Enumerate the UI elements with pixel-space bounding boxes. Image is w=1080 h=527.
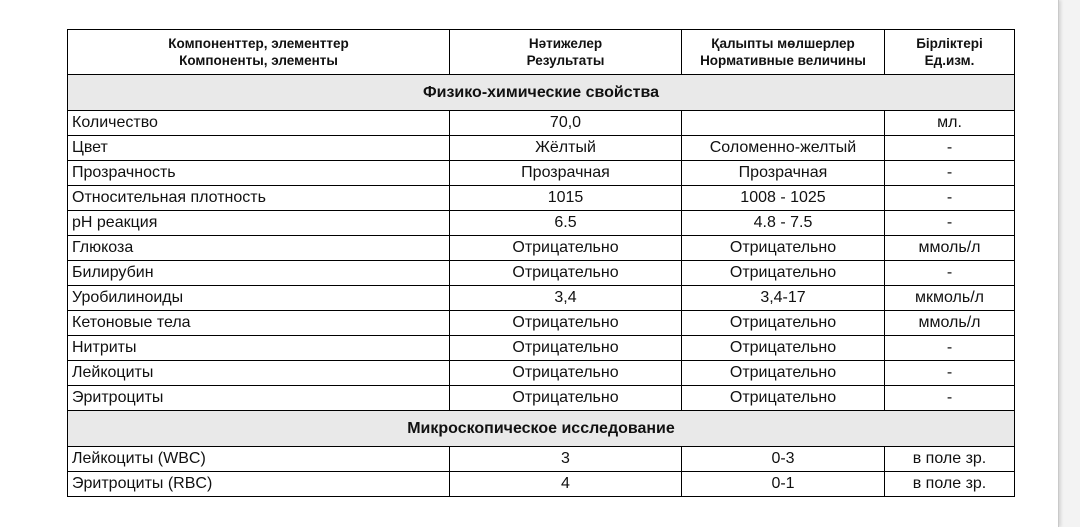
cell-component: Цвет: [68, 136, 450, 161]
header-unit: [885, 30, 1015, 75]
header-norm-ru: Нормативные величины: [700, 53, 866, 68]
cell-norm: 3,4-17: [682, 286, 885, 311]
cell-unit: -: [885, 261, 1015, 286]
cell-norm: Отрицательно: [682, 236, 885, 261]
cell-result: Отрицательно: [450, 336, 682, 361]
table-row: [68, 286, 1015, 311]
header-result: [450, 30, 682, 75]
cell-component: Прозрачность: [68, 161, 450, 186]
table-row: [68, 236, 1015, 261]
table-row: [68, 447, 1015, 472]
cell-component: Кетоновые тела: [68, 311, 450, 336]
cell-norm: Отрицательно: [682, 261, 885, 286]
section-title: Физико-химические свойства: [68, 75, 1015, 111]
header-norm: [682, 30, 885, 75]
cell-component: Уробилиноиды: [68, 286, 450, 311]
table-row: [68, 211, 1015, 236]
cell-unit: ммоль/л: [885, 236, 1015, 261]
cell-component: Лейкоциты (WBC): [68, 447, 450, 472]
header-norm-kz: Қалыпты мөлшерлер: [711, 35, 855, 51]
cell-unit: ммоль/л: [885, 311, 1015, 336]
cell-unit: мл.: [885, 111, 1015, 136]
cell-unit: -: [885, 336, 1015, 361]
cell-result: Отрицательно: [450, 311, 682, 336]
cell-norm: Отрицательно: [682, 361, 885, 386]
cell-result: 3: [450, 447, 682, 472]
cell-result: 6.5: [450, 211, 682, 236]
cell-norm: Прозрачная: [682, 161, 885, 186]
cell-result: Отрицательно: [450, 261, 682, 286]
cell-component: Билирубин: [68, 261, 450, 286]
header-component-ru: Компоненты, элементы: [179, 53, 338, 68]
cell-result: Отрицательно: [450, 236, 682, 261]
cell-component: Лейкоциты: [68, 361, 450, 386]
table-row: [68, 261, 1015, 286]
cell-component: Эритроциты (RBC): [68, 472, 450, 497]
cell-unit: -: [885, 386, 1015, 411]
section-header-row: [68, 75, 1015, 111]
cell-unit: -: [885, 161, 1015, 186]
lab-results-table: [67, 29, 1015, 497]
cell-component: Количество: [68, 111, 450, 136]
cell-result: Отрицательно: [450, 361, 682, 386]
cell-norm: 0-1: [682, 472, 885, 497]
table-row: [68, 161, 1015, 186]
cell-result: 4: [450, 472, 682, 497]
table-row: [68, 472, 1015, 497]
cell-result: 70,0: [450, 111, 682, 136]
header-result-ru: Результаты: [526, 53, 605, 68]
header-result-kz: Нәтижелер: [528, 35, 603, 51]
table-row: [68, 136, 1015, 161]
cell-unit: -: [885, 186, 1015, 211]
cell-result: Жёлтый: [450, 136, 682, 161]
header-component: [68, 30, 450, 75]
cell-component: Глюкоза: [68, 236, 450, 261]
cell-unit: в поле зр.: [885, 472, 1015, 497]
cell-unit: -: [885, 361, 1015, 386]
table-row: [68, 111, 1015, 136]
table-row: [68, 386, 1015, 411]
cell-result: 3,4: [450, 286, 682, 311]
cell-component: Нитриты: [68, 336, 450, 361]
section-header-row: [68, 411, 1015, 447]
cell-result: Отрицательно: [450, 386, 682, 411]
cell-unit: в поле зр.: [885, 447, 1015, 472]
header-component-kz: Компоненттер, элементтер: [168, 35, 349, 51]
cell-norm: Отрицательно: [682, 311, 885, 336]
header-unit-ru: Ед.изм.: [924, 53, 975, 68]
cell-norm: Соломенно-желтый: [682, 136, 885, 161]
cell-component: Эритроциты: [68, 386, 450, 411]
cell-norm: 0-3: [682, 447, 885, 472]
cell-unit: -: [885, 211, 1015, 236]
cell-component: pH реакция: [68, 211, 450, 236]
cell-norm: 4.8 - 7.5: [682, 211, 885, 236]
section-title: Микроскопическое исследование: [68, 411, 1015, 447]
cell-norm: 1008 - 1025: [682, 186, 885, 211]
cell-unit: -: [885, 136, 1015, 161]
cell-norm: Отрицательно: [682, 336, 885, 361]
cell-unit: мкмоль/л: [885, 286, 1015, 311]
table-header-row: [68, 30, 1015, 75]
table-row: [68, 311, 1015, 336]
cell-result: 1015: [450, 186, 682, 211]
table-row: [68, 336, 1015, 361]
cell-result: Прозрачная: [450, 161, 682, 186]
cell-norm: [682, 111, 885, 136]
table-row: [68, 361, 1015, 386]
table-row: [68, 186, 1015, 211]
cell-component: Относительная плотность: [68, 186, 450, 211]
cell-norm: Отрицательно: [682, 386, 885, 411]
header-unit-kz: Бірліктері: [916, 35, 983, 51]
